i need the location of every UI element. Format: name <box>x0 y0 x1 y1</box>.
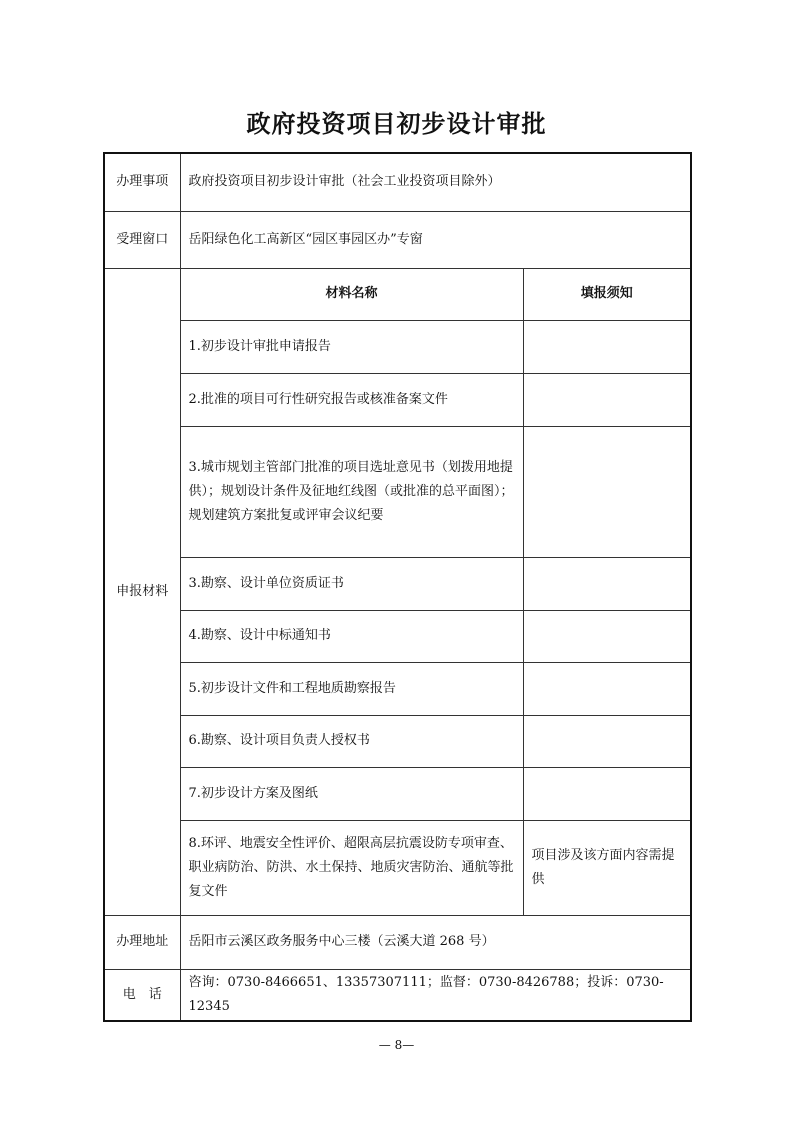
page-number: — 8— <box>378 1038 415 1052</box>
material-row <box>104 715 691 767</box>
material-row <box>104 373 691 426</box>
material-name: 1.初步设计审批申请报告 <box>180 320 523 373</box>
approval-form-table <box>103 152 692 1022</box>
material-note <box>523 426 691 557</box>
material-name: 7.初步设计方案及图纸 <box>180 767 523 820</box>
document-title: 政府投资项目初步设计审批 <box>246 110 547 138</box>
window-value: 岳阳绿色化工高新区“园区事园区办”专窗 <box>180 211 691 268</box>
material-name: 8.环评、地震安全性评价、超限高层抗震设防专项审查、职业病防治、防洪、水土保持、地质灾害防治、通航等批复文件 <box>180 820 523 915</box>
material-name: 6.勘察、设计项目负责人授权书 <box>180 715 523 767</box>
material-row <box>104 820 691 915</box>
address-label: 办理地址 <box>104 915 180 969</box>
material-note <box>523 320 691 373</box>
material-row <box>104 610 691 662</box>
window-label: 受理窗口 <box>104 211 180 268</box>
material-note <box>523 767 691 820</box>
material-note <box>523 557 691 610</box>
material-name: 2.批准的项目可行性研究报告或核准备案文件 <box>180 373 523 426</box>
row-item <box>104 153 691 211</box>
material-note <box>523 610 691 662</box>
item-label: 办理事项 <box>104 153 180 211</box>
phone-label: 电 话 <box>104 969 180 1021</box>
material-row <box>104 767 691 820</box>
material-name: 3.城市规划主管部门批准的项目选址意见书（划拨用地提供）；规划设计条件及征地红线图（或批准的总平面图）；规划建筑方案批复或评审会议纪要 <box>180 426 523 557</box>
row-window <box>104 211 691 268</box>
row-materials-header <box>104 268 691 320</box>
material-note: 项目涉及该方面内容需提供 <box>523 820 691 915</box>
row-phone <box>104 969 691 1021</box>
material-name: 3.勘察、设计单位资质证书 <box>180 557 523 610</box>
material-name: 5.初步设计文件和工程地质勘察报告 <box>180 662 523 715</box>
materials-header-note: 填报须知 <box>523 268 691 320</box>
phone-value: 咨询：0730-8466651、13357307111；监督：0730-8426788；投诉：0730-12345 <box>180 969 691 1021</box>
materials-header-name: 材料名称 <box>180 268 523 320</box>
material-name: 4.勘察、设计中标通知书 <box>180 610 523 662</box>
material-row <box>104 662 691 715</box>
material-note <box>523 662 691 715</box>
material-note <box>523 373 691 426</box>
material-row <box>104 557 691 610</box>
material-note <box>523 715 691 767</box>
materials-label: 申报材料 <box>104 268 180 915</box>
item-value: 政府投资项目初步设计审批（社会工业投资项目除外） <box>180 153 691 211</box>
material-row <box>104 320 691 373</box>
address-value: 岳阳市云溪区政务服务中心三楼（云溪大道 268 号） <box>180 915 691 969</box>
material-row <box>104 426 691 557</box>
row-address <box>104 915 691 969</box>
